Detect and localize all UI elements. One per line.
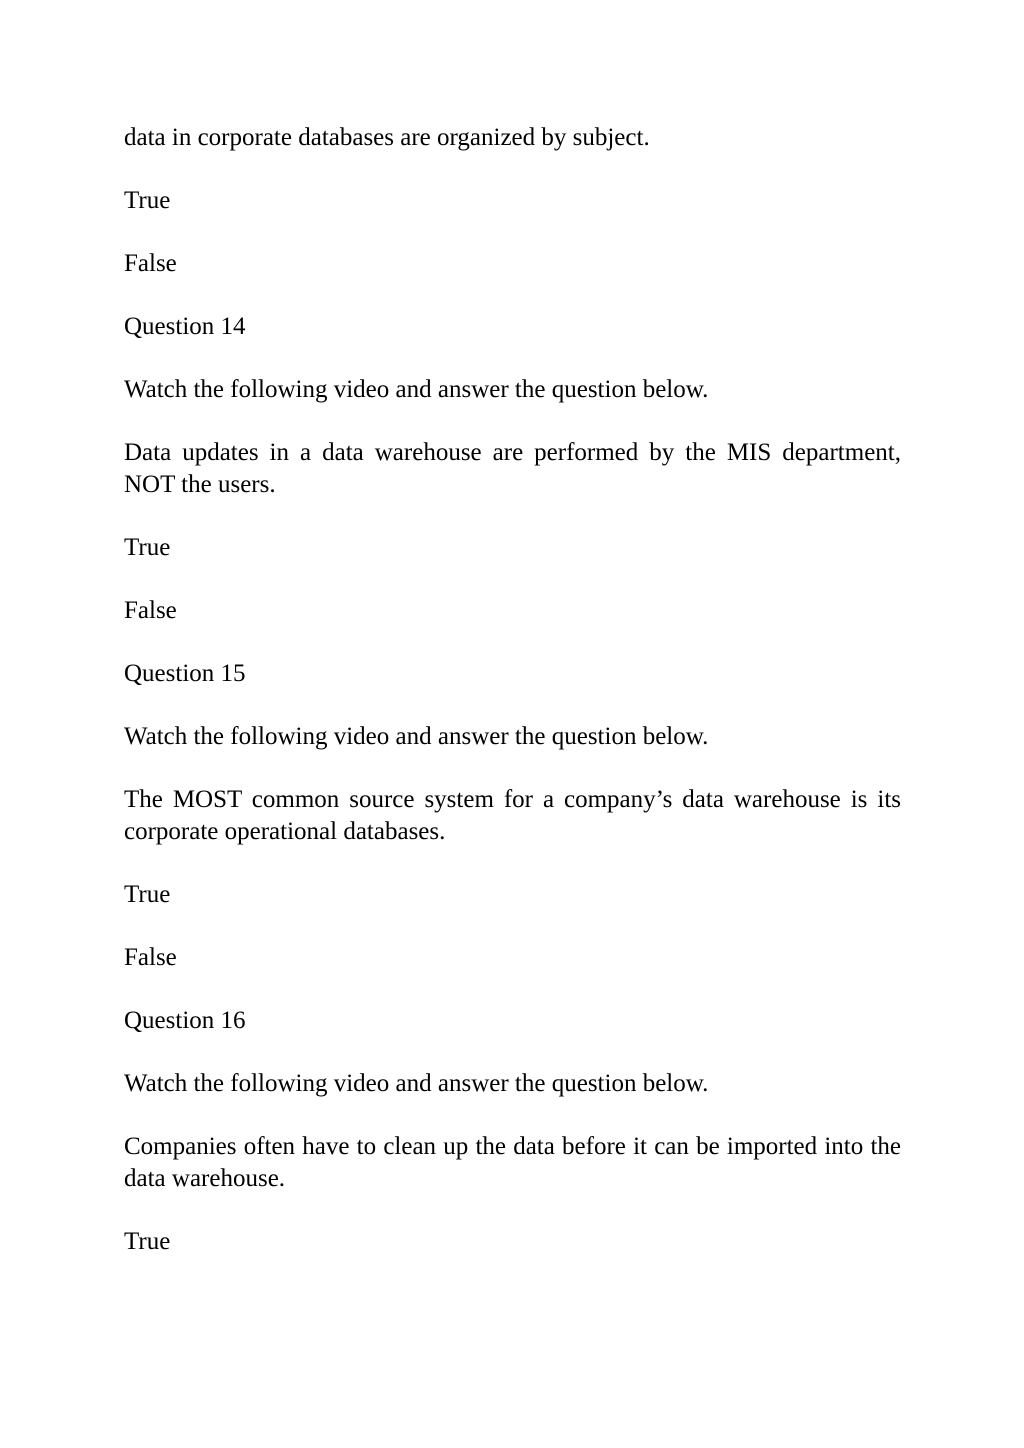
question-14-heading: Question 14 [124,313,246,340]
question-16-statement: Companies often have to clean up the data before it can be imported into the data warehouse. [124,1133,901,1192]
question-13-statement-tail: data in corporate databases are organized by subject. [124,124,650,151]
question-15-statement: The MOST common source system for a company’s data warehouse is its corporate operational databases. [124,786,901,845]
question-14-instruction: Watch the following video and answer the question below. [124,376,709,403]
question-14-option-true: True [124,534,171,561]
question-15-option-true: True [124,881,171,908]
question-13-option-true: True [124,187,171,214]
question-15-heading: Question 15 [124,660,246,687]
question-16-instruction: Watch the following video and answer the question below. [124,1070,709,1097]
question-13-option-false: False [124,250,177,277]
question-15-option-false: False [124,944,177,971]
question-16-heading: Question 16 [124,1007,246,1034]
question-14-statement: Data updates in a data warehouse are performed by the MIS department, NOT the users. [124,439,901,498]
question-15-instruction: Watch the following video and answer the question below. [124,723,709,750]
document-page [124,122,901,1289]
question-16-option-true: True [124,1228,171,1255]
question-14-option-false: False [124,597,177,624]
